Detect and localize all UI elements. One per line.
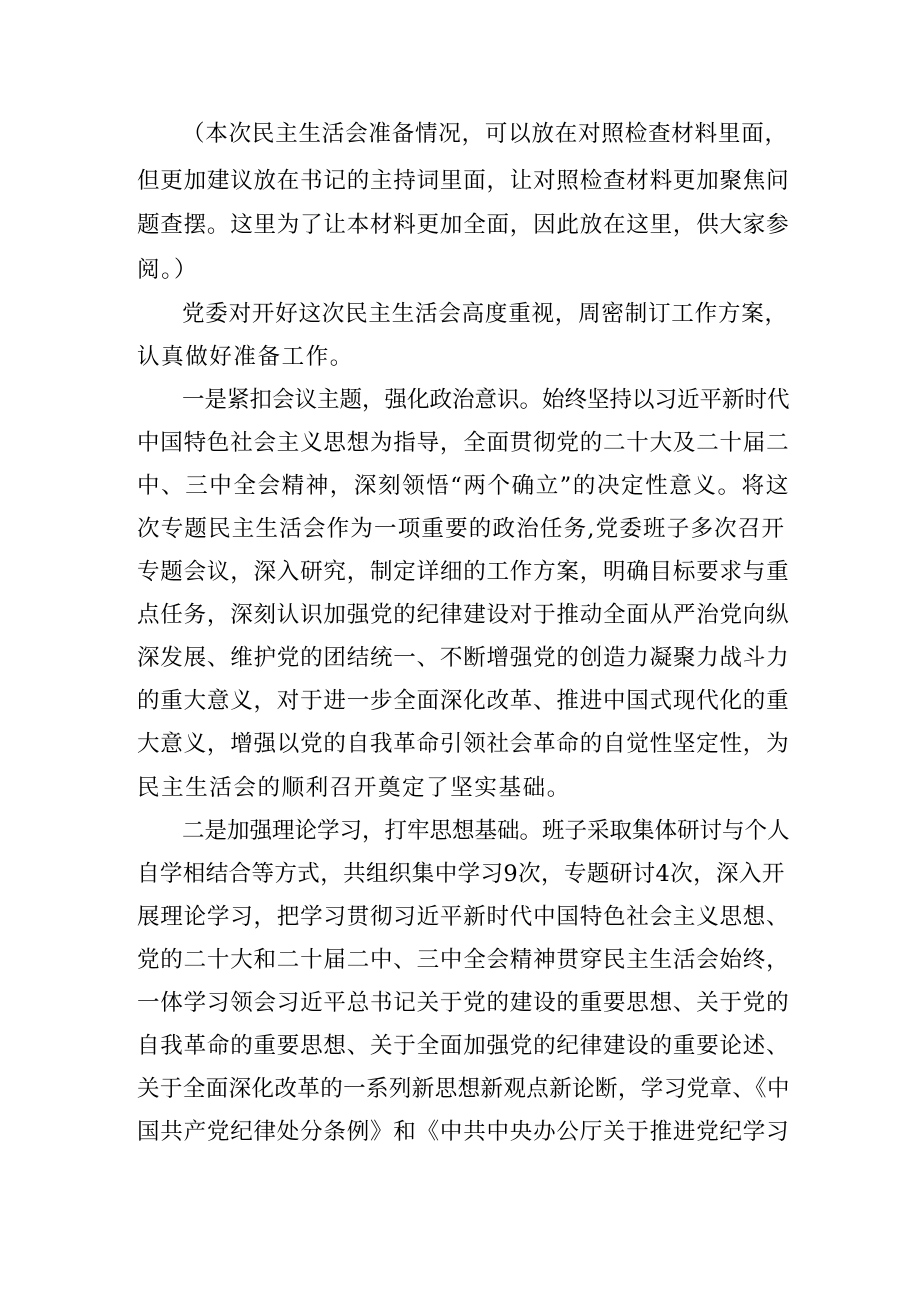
note-line-4: 阅。） — [137, 257, 199, 283]
point-two-line-5: 一体学习领会习近平总书记关于党的建设的重要思想、关于党的 — [137, 990, 790, 1016]
point-two-line-2: 自学相结合等方式，共组织集中学习9次，专题研讨4次，深入开 — [137, 861, 785, 887]
note-line-3: 题查摆。这里为了让本材料更加全面，因此放在这里，供大家参 — [137, 212, 790, 238]
point-two-line-6: 自我革命的重要思想、关于全面加强党的纪律建设的重要论述、 — [137, 1033, 790, 1059]
point-two-line-4: 党的二十大和二十届二中、三中全会精神贯穿民主生活会始终， — [137, 947, 790, 973]
point-one-line-10: 民主生活会的顺利召开奠定了坚实基础。 — [137, 775, 571, 801]
point-two-line-8: 国共产党纪律处分条例》和《中共中央办公厅关于推进党纪学习 — [137, 1119, 790, 1145]
point-two-line-1: 二是加强理论学习，打牢思想基础。班子采取集体研讨与个人 — [182, 818, 790, 844]
point-one-line-1: 一是紧扣会议主题，强化政治意识。始终坚持以习近平新时代 — [182, 387, 790, 413]
point-one-line-7: 深发展、维护党的团结统一、不断增强党的创造力凝聚力战斗力 — [137, 645, 790, 671]
point-one-line-8: 的重大意义，对于进一步全面深化改革、推进中国式现代化的重 — [137, 688, 790, 714]
intro-line-1: 党委对开好这次民主生活会高度重视，周密制订工作方案， — [182, 301, 788, 327]
point-one-line-3: 中、三中全会精神，深刻领悟“两个确立”的决定性意义。将这 — [137, 473, 790, 499]
note-line-2: 但更加建议放在书记的主持词里面，让对照检查材料更加聚焦问 — [137, 168, 790, 194]
point-one-line-5: 专题会议，深入研究，制定详细的工作方案，明确目标要求与重 — [137, 559, 790, 585]
point-one-line-9: 大意义，增强以党的自我革命引领社会革命的自觉性坚定性，为 — [137, 731, 790, 757]
point-one-line-4: 次专题民主生活会作为一项重要的政治任务,党委班子多次召开 — [137, 516, 786, 542]
point-one-line-2: 中国特色社会主义思想为指导，全面贯彻党的二十大及二十届二 — [137, 430, 790, 456]
note-line-1: （本次民主生活会准备情况，可以放在对照检查材料里面， — [182, 121, 788, 147]
intro-line-2: 认真做好准备工作。 — [137, 344, 354, 370]
point-two-line-3: 展理论学习，把学习贯彻习近平新时代中国特色社会主义思想、 — [137, 904, 790, 930]
point-two-line-7: 关于全面深化改革的一系列新思想新观点新论断，学习党章、《中 — [137, 1076, 790, 1102]
point-one-line-6: 点任务，深刻认识加强党的纪律建设对于推动全面从严治党向纵 — [137, 602, 790, 628]
